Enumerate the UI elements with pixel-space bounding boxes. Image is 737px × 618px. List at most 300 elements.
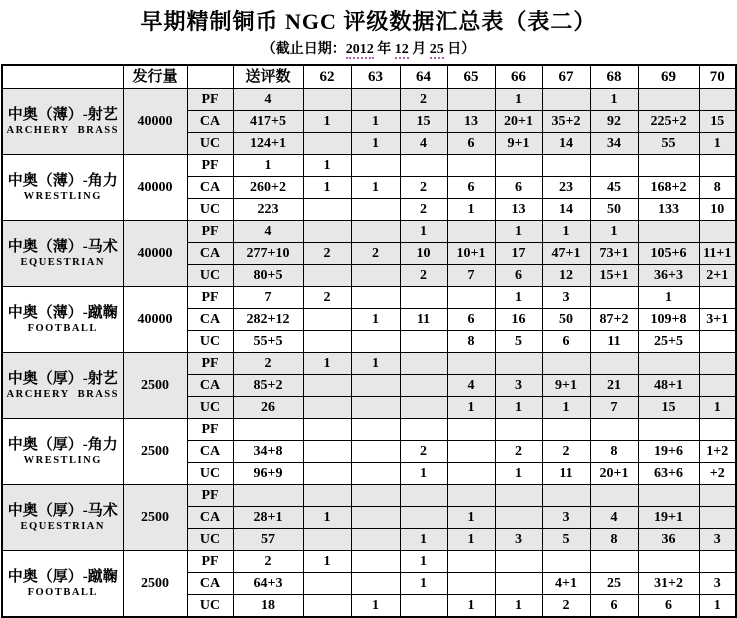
grade-count-cell (351, 507, 400, 529)
grade-count-cell: 5 (542, 529, 590, 551)
grade-count-cell: 1 (400, 529, 447, 551)
grade-count-cell: 225+2 (638, 111, 699, 133)
grade-count-cell: 50 (542, 309, 590, 331)
grade-count-cell: 8 (447, 331, 495, 353)
grade-count-cell: 1 (303, 177, 351, 199)
grade-count-cell: 2+1 (699, 265, 736, 287)
grade-count-cell (351, 221, 400, 243)
grade-count-cell: 6 (495, 265, 542, 287)
coin-name-cell (2, 419, 123, 485)
coin-name-cell (2, 155, 123, 221)
grade-count-cell (447, 551, 495, 573)
coin-name-en: WRESTLING (23, 191, 102, 202)
grade-count-cell: 1 (699, 133, 736, 155)
subtitle-day-unit: 日） (443, 42, 476, 57)
grade-count-cell (638, 551, 699, 573)
grade-count-cell: 8 (590, 441, 638, 463)
coin-name-cn: 中奥（厚）-射艺 (7, 371, 118, 387)
submitted-count-cell: 55+5 (233, 331, 303, 353)
submitted-count-cell: 57 (233, 529, 303, 551)
grade-count-cell: 4 (400, 133, 447, 155)
grade-count-cell (351, 287, 400, 309)
grade-count-cell (303, 331, 351, 353)
grade-count-cell (638, 419, 699, 441)
grade-count-cell: 1 (495, 397, 542, 419)
grade-count-cell (303, 221, 351, 243)
submitted-count-cell: 417+5 (233, 111, 303, 133)
coin-name-cn: 中奥（厚）-蹴鞠 (7, 569, 118, 585)
grade-count-cell: 1 (351, 133, 400, 155)
grade-count-cell (638, 155, 699, 177)
grade-type-cell: PF (187, 353, 233, 375)
grade-count-cell (351, 89, 400, 111)
submitted-count-cell: 277+10 (233, 243, 303, 265)
grade-count-cell: 11 (400, 309, 447, 331)
grade-count-cell: 1 (447, 595, 495, 618)
submitted-count-cell: 1 (233, 155, 303, 177)
coin-row (2, 419, 736, 441)
header-grade-69: 69 (638, 65, 699, 89)
grade-count-cell: 3 (542, 507, 590, 529)
coin-name-en: FOOTBALL (27, 323, 98, 334)
coin-name-cell (2, 485, 123, 551)
grade-count-cell (699, 331, 736, 353)
coin-name-cn: 中奥（厚）-马术 (7, 503, 118, 519)
submitted-count-cell: 26 (233, 397, 303, 419)
grade-count-cell (542, 551, 590, 573)
grade-count-cell: 1 (495, 89, 542, 111)
grade-count-cell: 6 (447, 133, 495, 155)
grade-count-cell (303, 309, 351, 331)
grade-count-cell: 6 (447, 309, 495, 331)
submitted-count-cell: 4 (233, 221, 303, 243)
grade-count-cell: 1 (400, 221, 447, 243)
submitted-count-cell: 34+8 (233, 441, 303, 463)
grade-count-cell (351, 419, 400, 441)
grade-count-cell: 48+1 (638, 375, 699, 397)
grade-count-cell: 3+1 (699, 309, 736, 331)
grade-count-cell (699, 287, 736, 309)
header-grade-62: 62 (303, 65, 351, 89)
coin-name-cn: 中奥（薄）-蹴鞠 (7, 305, 118, 321)
coin-name-cell (2, 287, 123, 353)
coin-name-en: ARCHERY BRASS (6, 389, 119, 400)
grade-count-cell (400, 331, 447, 353)
grade-count-cell (699, 89, 736, 111)
grade-count-cell (400, 375, 447, 397)
submitted-count-cell: 28+1 (233, 507, 303, 529)
coin-name-cn: 中奥（厚）-角力 (7, 437, 118, 453)
grade-count-cell (542, 419, 590, 441)
grade-count-cell (699, 507, 736, 529)
header-grade-68: 68 (590, 65, 638, 89)
grade-type-cell: UC (187, 463, 233, 485)
grade-count-cell: 14 (542, 133, 590, 155)
grade-count-cell: 50 (590, 199, 638, 221)
grade-count-cell: 36 (638, 529, 699, 551)
grade-count-cell (303, 463, 351, 485)
grade-count-cell (351, 529, 400, 551)
grade-count-cell (495, 485, 542, 507)
grade-count-cell: 2 (495, 441, 542, 463)
grade-count-cell (351, 265, 400, 287)
coin-name-cn: 中奥（薄）-角力 (7, 173, 118, 189)
grade-count-cell (699, 221, 736, 243)
grade-count-cell: 15 (699, 111, 736, 133)
grade-count-cell: 15 (400, 111, 447, 133)
grade-count-cell: 1 (351, 111, 400, 133)
submitted-count-cell (233, 485, 303, 507)
grade-count-cell: 16 (495, 309, 542, 331)
grade-count-cell (542, 89, 590, 111)
grade-count-cell (638, 485, 699, 507)
coin-row (2, 155, 736, 177)
grade-count-cell: 3 (699, 573, 736, 595)
grade-count-cell: 5 (495, 331, 542, 353)
grade-count-cell: 47+1 (542, 243, 590, 265)
grade-count-cell: 8 (590, 529, 638, 551)
grade-count-cell: 1 (351, 309, 400, 331)
grade-count-cell: 4+1 (542, 573, 590, 595)
submitted-count-cell: 124+1 (233, 133, 303, 155)
grade-count-cell (351, 463, 400, 485)
coin-name-cell (2, 353, 123, 419)
coin-row (2, 287, 736, 309)
submitted-count-cell: 85+2 (233, 375, 303, 397)
grade-type-cell: PF (187, 551, 233, 573)
issue-quantity-cell: 40000 (123, 221, 187, 287)
grade-count-cell: 1 (400, 573, 447, 595)
grade-count-cell (447, 419, 495, 441)
grade-count-cell (351, 441, 400, 463)
header-grade-66: 66 (495, 65, 542, 89)
grade-count-cell: 10 (400, 243, 447, 265)
grade-count-cell (303, 441, 351, 463)
grade-count-cell (447, 353, 495, 375)
grade-count-cell (351, 375, 400, 397)
coin-name-en: EQUESTRIAN (20, 521, 105, 532)
grade-count-cell: 1+2 (699, 441, 736, 463)
subtitle-prefix: （截止日期： (261, 42, 346, 57)
grade-count-cell: 3 (699, 529, 736, 551)
grade-count-cell (699, 419, 736, 441)
coin-name-en: FOOTBALL (27, 587, 98, 598)
coin-name-cn: 中奥（薄）-马术 (7, 239, 118, 255)
grade-count-cell: 14 (542, 199, 590, 221)
submitted-count-cell: 223 (233, 199, 303, 221)
grade-count-cell (447, 287, 495, 309)
grade-type-cell: UC (187, 397, 233, 419)
grade-type-cell: CA (187, 441, 233, 463)
grade-type-cell: CA (187, 243, 233, 265)
doc-subtitle (0, 41, 737, 59)
grade-count-cell (303, 375, 351, 397)
issue-quantity-cell: 2500 (123, 551, 187, 618)
grade-count-cell: 2 (400, 177, 447, 199)
grade-count-cell (638, 89, 699, 111)
grade-count-cell: 2 (542, 595, 590, 618)
submitted-count-cell: 80+5 (233, 265, 303, 287)
grade-type-cell: UC (187, 529, 233, 551)
grade-count-cell: 92 (590, 111, 638, 133)
coin-name-cell (2, 89, 123, 155)
grade-count-cell (400, 353, 447, 375)
grade-count-cell (351, 331, 400, 353)
grade-count-cell: 1 (400, 463, 447, 485)
grade-count-cell: 35+2 (542, 111, 590, 133)
grade-count-cell (590, 485, 638, 507)
coin-row (2, 551, 736, 573)
grade-count-cell: 11 (542, 463, 590, 485)
coin-row (2, 353, 736, 375)
header-grade-67: 67 (542, 65, 590, 89)
grade-type-cell: CA (187, 309, 233, 331)
grade-count-cell: 15+1 (590, 265, 638, 287)
grade-count-cell: 1 (542, 397, 590, 419)
grade-count-cell: 6 (590, 595, 638, 618)
grade-count-cell: 1 (495, 221, 542, 243)
grade-count-cell: 2 (400, 89, 447, 111)
grade-count-cell: 1 (400, 551, 447, 573)
grade-count-cell: 1 (351, 353, 400, 375)
coin-row (2, 89, 736, 111)
grade-count-cell (699, 155, 736, 177)
grade-count-cell: 9+1 (495, 133, 542, 155)
grade-count-cell (447, 441, 495, 463)
header-grade-65: 65 (447, 65, 495, 89)
subtitle-day: 25 (429, 42, 444, 57)
grade-count-cell (303, 133, 351, 155)
grade-count-cell: 1 (351, 177, 400, 199)
issue-quantity-cell: 2500 (123, 419, 187, 485)
grade-count-cell: 6 (542, 331, 590, 353)
grade-count-cell (447, 573, 495, 595)
coin-name-cell (2, 221, 123, 287)
grade-count-cell (303, 89, 351, 111)
coin-row (2, 221, 736, 243)
grade-count-cell: 21 (590, 375, 638, 397)
grade-count-cell: 1 (303, 155, 351, 177)
grade-count-cell: 36+3 (638, 265, 699, 287)
grade-count-cell: 25 (590, 573, 638, 595)
coin-name-cn: 中奥（薄）-射艺 (7, 107, 118, 123)
submitted-count-cell: 2 (233, 551, 303, 573)
issue-quantity-cell: 40000 (123, 89, 187, 155)
grade-count-cell: 109+8 (638, 309, 699, 331)
grade-type-cell: UC (187, 331, 233, 353)
grade-count-cell: 1 (303, 353, 351, 375)
grade-count-cell: 6 (447, 177, 495, 199)
grade-count-cell (495, 507, 542, 529)
issue-quantity-cell: 40000 (123, 287, 187, 353)
grade-count-cell: 15 (638, 397, 699, 419)
grade-count-cell: 168+2 (638, 177, 699, 199)
subtitle-year-unit: 年 (373, 42, 395, 57)
submitted-count-cell: 4 (233, 89, 303, 111)
grade-type-cell: CA (187, 507, 233, 529)
grade-count-cell: 2 (400, 441, 447, 463)
grade-count-cell (351, 551, 400, 573)
grade-count-cell: 2 (400, 265, 447, 287)
submitted-count-cell: 2 (233, 353, 303, 375)
grade-count-cell: 12 (542, 265, 590, 287)
grade-count-cell: 7 (447, 265, 495, 287)
grade-count-cell: 1 (495, 595, 542, 618)
grade-count-cell (351, 155, 400, 177)
submitted-count-cell: 7 (233, 287, 303, 309)
grade-count-cell: 3 (495, 529, 542, 551)
grade-count-cell: 13 (447, 111, 495, 133)
submitted-count-cell: 282+12 (233, 309, 303, 331)
grade-count-cell (590, 353, 638, 375)
grade-count-cell (699, 375, 736, 397)
grade-count-cell: 20+1 (590, 463, 638, 485)
submitted-count-cell: 260+2 (233, 177, 303, 199)
grade-type-cell: UC (187, 133, 233, 155)
grade-count-cell: 3 (495, 375, 542, 397)
coin-name-en: ARCHERY BRASS (6, 125, 119, 136)
grade-count-cell: 63+6 (638, 463, 699, 485)
grade-type-cell: PF (187, 485, 233, 507)
grade-count-cell: 10 (699, 199, 736, 221)
grade-count-cell: 19+6 (638, 441, 699, 463)
grade-count-cell: 1 (351, 595, 400, 618)
grade-count-cell (542, 155, 590, 177)
grade-count-cell (495, 155, 542, 177)
subtitle-month-unit: 月 (408, 42, 430, 57)
grade-count-cell (400, 507, 447, 529)
grade-count-cell (303, 265, 351, 287)
header-issue-cell: 发行量 (123, 65, 187, 89)
grade-count-cell (638, 221, 699, 243)
grade-count-cell: 2 (400, 199, 447, 221)
grade-count-cell: 1 (303, 111, 351, 133)
grade-count-cell (303, 199, 351, 221)
coin-name-en: EQUESTRIAN (20, 257, 105, 268)
doc-title: 早期精制铜币 NGC 评级数据汇总表（表二） (140, 9, 597, 34)
grade-count-cell (495, 419, 542, 441)
grade-count-cell (351, 199, 400, 221)
grade-count-cell (495, 353, 542, 375)
coin-name-en: WRESTLING (23, 455, 102, 466)
grade-count-cell: 1 (447, 199, 495, 221)
grade-type-cell: CA (187, 111, 233, 133)
grading-table (1, 64, 737, 618)
grade-count-cell: 1 (495, 287, 542, 309)
page (0, 9, 737, 618)
grade-count-cell: 1 (303, 507, 351, 529)
grade-count-cell: 73+1 (590, 243, 638, 265)
grade-count-cell: 6 (638, 595, 699, 618)
grade-count-cell: 9+1 (542, 375, 590, 397)
grade-count-cell (590, 419, 638, 441)
grade-count-cell: 4 (447, 375, 495, 397)
grade-count-cell (303, 485, 351, 507)
coin-name-cell (2, 551, 123, 618)
grade-count-cell (351, 397, 400, 419)
grade-count-cell (495, 551, 542, 573)
issue-quantity-cell: 40000 (123, 155, 187, 221)
header-row (2, 65, 736, 89)
grade-count-cell: 2 (303, 243, 351, 265)
header-grade-64: 64 (400, 65, 447, 89)
grade-count-cell (447, 155, 495, 177)
grade-count-cell: 45 (590, 177, 638, 199)
grade-count-cell (542, 485, 590, 507)
grade-count-cell: 11+1 (699, 243, 736, 265)
header-grade-70: 70 (699, 65, 736, 89)
coin-row (2, 485, 736, 507)
grade-type-cell: PF (187, 221, 233, 243)
grade-count-cell: 10+1 (447, 243, 495, 265)
grade-count-cell: 87+2 (590, 309, 638, 331)
grade-count-cell (699, 485, 736, 507)
grade-count-cell (542, 353, 590, 375)
grade-count-cell: 6 (495, 177, 542, 199)
submitted-count-cell: 18 (233, 595, 303, 618)
grade-count-cell: 133 (638, 199, 699, 221)
grade-count-cell: 17 (495, 243, 542, 265)
grade-count-cell: 1 (590, 89, 638, 111)
submitted-count-cell (233, 419, 303, 441)
grade-count-cell (495, 573, 542, 595)
grade-type-cell: PF (187, 89, 233, 111)
grade-count-cell (303, 573, 351, 595)
grade-count-cell: 1 (447, 397, 495, 419)
grade-count-cell: 1 (699, 595, 736, 618)
grade-count-cell: 11 (590, 331, 638, 353)
grade-type-cell: CA (187, 375, 233, 397)
grade-count-cell: 20+1 (495, 111, 542, 133)
header-corner-cell (2, 65, 123, 89)
grade-type-cell: PF (187, 419, 233, 441)
grade-count-cell: 31+2 (638, 573, 699, 595)
submitted-count-cell: 96+9 (233, 463, 303, 485)
grade-count-cell (400, 485, 447, 507)
grade-type-cell: UC (187, 265, 233, 287)
grade-count-cell: 8 (699, 177, 736, 199)
grade-count-cell (400, 419, 447, 441)
grade-count-cell: 4 (590, 507, 638, 529)
grade-count-cell: 1 (590, 221, 638, 243)
subtitle-year: 2012 (345, 42, 374, 57)
grade-count-cell (699, 551, 736, 573)
grade-count-cell (447, 485, 495, 507)
grade-count-cell: 34 (590, 133, 638, 155)
grade-count-cell (590, 551, 638, 573)
grade-count-cell (351, 485, 400, 507)
grade-count-cell (699, 353, 736, 375)
grade-count-cell: 3 (542, 287, 590, 309)
submitted-count-cell: 64+3 (233, 573, 303, 595)
grade-count-cell (447, 89, 495, 111)
grade-count-cell: 1 (495, 463, 542, 485)
grade-type-cell: PF (187, 287, 233, 309)
grade-count-cell (447, 221, 495, 243)
grade-count-cell (400, 155, 447, 177)
grade-count-cell: 19+1 (638, 507, 699, 529)
grade-count-cell (303, 397, 351, 419)
grade-count-cell: 55 (638, 133, 699, 155)
grade-count-cell: 1 (447, 529, 495, 551)
grade-count-cell: 2 (303, 287, 351, 309)
grade-type-cell: UC (187, 595, 233, 618)
grade-count-cell: 1 (638, 287, 699, 309)
issue-quantity-cell: 2500 (123, 353, 187, 419)
grade-count-cell: 7 (590, 397, 638, 419)
grade-type-cell: PF (187, 155, 233, 177)
grade-count-cell: +2 (699, 463, 736, 485)
